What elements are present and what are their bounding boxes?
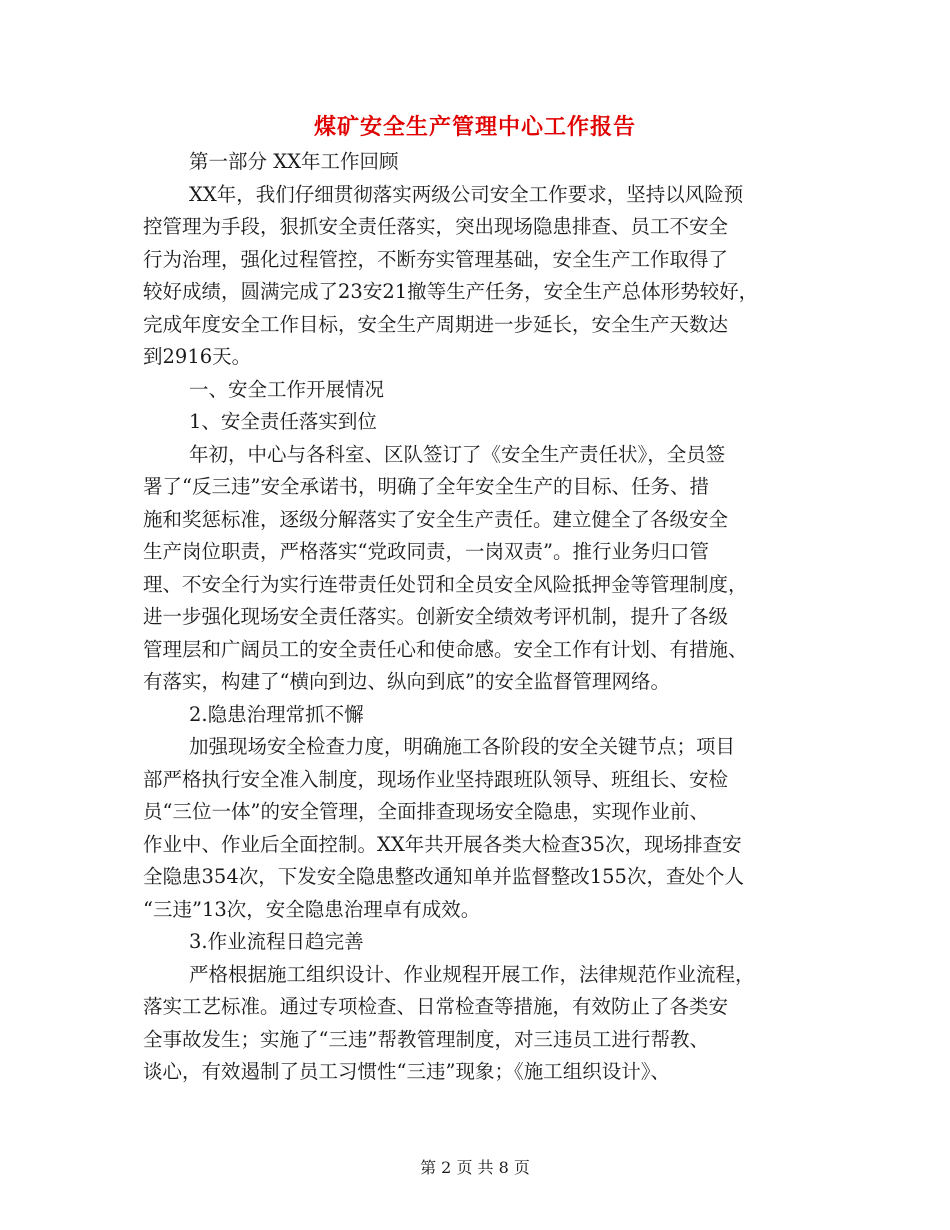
text-line: 行为治理，强化过程管控，不断夯实管理基础，安全生产工作取得了 (143, 247, 729, 271)
text-line: 落实工艺标准。通过专项检查、日常检查等措施，有效防止了各类安 (143, 995, 729, 1018)
text-line: 全事故发生；实施了“三违”帮教管理制度，对三违员工进行帮教、 (143, 1027, 709, 1051)
text-line: 严格根据施工组织设计、作业规程开展工作，法律规范作业流程， (189, 962, 755, 986)
text-line: 生产岗位职责，严格落实“党政同责，一岗双责”。推行业务归口管 (143, 540, 709, 563)
text-line: 施和奖惩标准，逐级分解落实了安全生产责任。建立健全了各级安全 (143, 507, 729, 531)
text-line: 管理层和广阔员工的安全责任心和使命感。安全工作有计划、有措施、 (143, 637, 748, 661)
text-line: 部严格执行安全准入制度，现场作业坚持跟班队领导、班组长、安检 (143, 767, 729, 791)
text-line: “三违”13次，安全隐患治理卓有成效。 (143, 897, 481, 921)
text-line: 进一步强化现场安全责任落实。创新安全绩效考评机制，提升了各级 (143, 605, 729, 628)
page-footer: 第 2 页 共 8 页 (420, 1158, 530, 1177)
text-line: 加强现场安全检查力度，明确施工各阶段的安全关键节点；项目 (189, 735, 736, 758)
text-line: XX年，我们仔细贯彻落实两级公司安全工作要求，坚持以风险预 (189, 182, 744, 206)
text-line: 3.作业流程日趋完善 (189, 930, 364, 953)
text-line: 作业中、作业后全面控制。XX年共开展各类大检查35次，现场排查安 (143, 832, 742, 856)
text-line: 理、不安全行为实行连带责任处罚和全员安全风险抵押金等管理制度， (143, 572, 748, 596)
text-line: 谈心，有效遏制了员工习惯性“三违”现象；《施工组织设计》、 (143, 1060, 670, 1083)
text-line: 一、安全工作开展情况 (189, 377, 385, 401)
text-line: 有落实，构建了“横向到边、纵向到底”的安全监督管理网络。 (143, 670, 670, 693)
document-body (143, 146, 823, 1089)
text-line: 年初，中心与各科室、区队签订了《安全生产责任状》，全员签 (189, 442, 726, 466)
text-line: 到2916天。 (143, 345, 252, 368)
text-line: 2.隐患治理常抓不懈 (189, 702, 364, 726)
text-line: 第一部分 XX年工作回顾 (189, 150, 399, 173)
text-line: 控管理为手段，狠抓安全责任落实，突出现场隐患排查、员工不安全 (143, 215, 729, 238)
text-line: 署了“反三违”安全承诺书，明确了全年安全生产的目标、任务、措 (143, 475, 709, 498)
text-line: 1、安全责任落实到位 (189, 410, 377, 433)
document-title: 煤矿安全生产管理中心工作报告 (313, 115, 636, 140)
text-line: 较好成绩，圆满完成了23安21撤等生产任务，安全生产总体形势较好， (143, 280, 759, 303)
text-line: 员“三位一体”的安全管理，全面排查现场安全隐患，实现作业前、 (143, 800, 709, 823)
text-line: 全隐患354次，下发安全隐患整改通知单并监督整改155次，查处个人 (143, 865, 744, 888)
text-line: 完成年度安全工作目标，安全生产周期进一步延长，安全生产天数达 (143, 312, 729, 336)
